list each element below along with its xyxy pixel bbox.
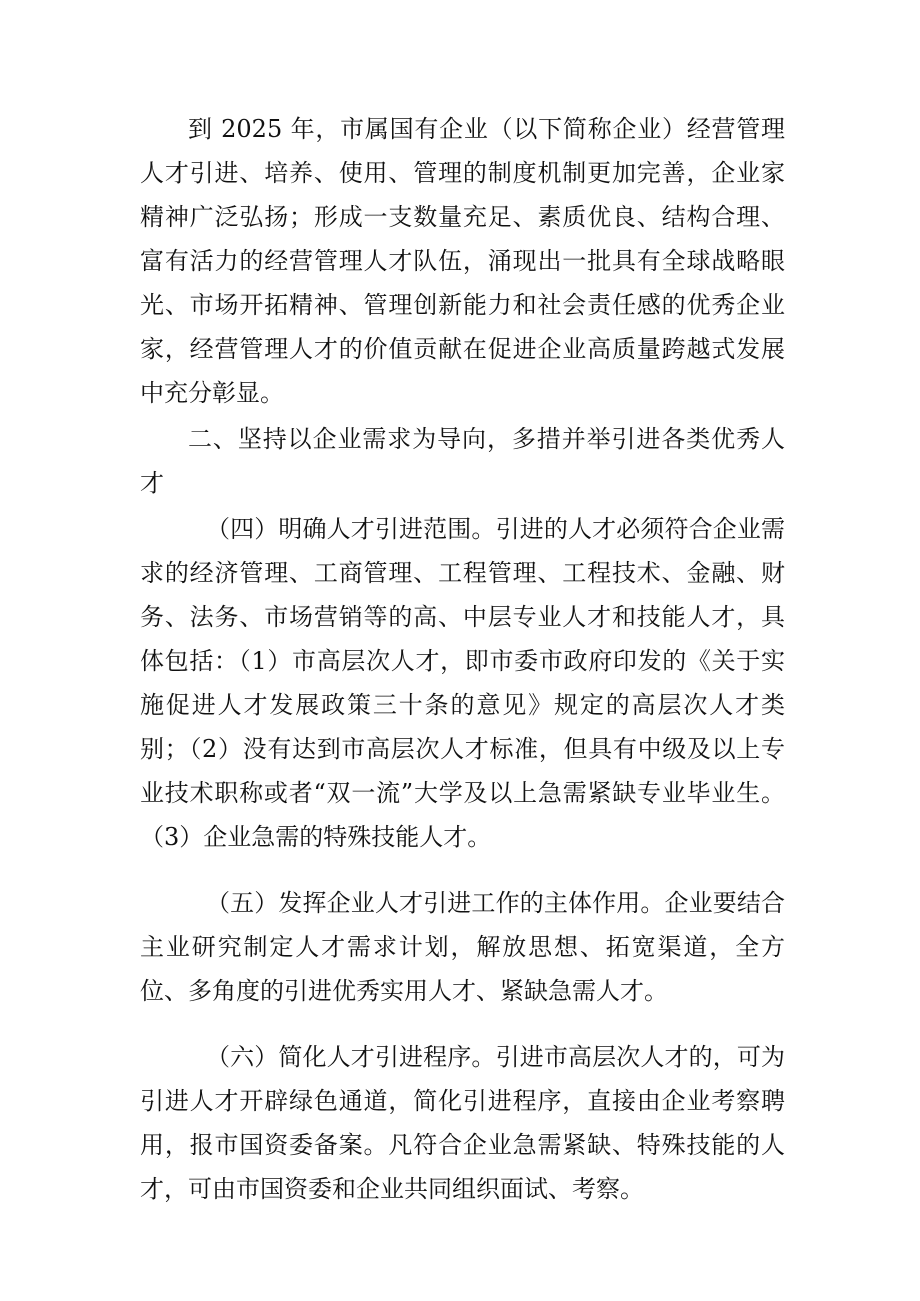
paragraph-goal-2025: 到 2025 年，市属国有企业（以下简称企业）经营管理人才引进、培养、使用、管理的制度机制更加完善，企业家精神广泛弘扬；形成一支数量充足、素质优良、结构合理、富有活力的经营管理人才队伍，涌现出一批具有全球战略眼光、市场开拓精神、管理创新能力和社会责任感的优秀企业家，经营管理人才的价值贡献在促进企业高质量跨越式发展中充分彰显。 (140, 115, 785, 407)
document-body (140, 107, 785, 1211)
paragraph-item-five: （五）发挥企业人才引进工作的主体作用。企业要结合主业研究制定人才需求计划，解放思想、拓宽渠道，全方位、多角度的引进优秀实用人才、紧缺急需人才。 (140, 889, 785, 1005)
paragraph-item-six: （六）简化人才引进程序。引进市高层次人才的，可为引进人才开辟绿色通道，简化引进程序，直接由企业考察聘用，报市国资委备案。凡符合企业急需紧缺、特殊技能的人才，可由市国资委和企业共同组织面试、考察。 (140, 1043, 785, 1203)
section-heading-two: 二、坚持以企业需求为导向，多措并举引进各类优秀人才 (140, 425, 785, 497)
paragraph-item-four: （四）明确人才引进范围。引进的人才必须符合企业需求的经济管理、工商管理、工程管理、工程技术、金融、财务、法务、市场营销等的高、中层专业人才和技能人才，具体包括：（1）市高层次人才，即市委市政府印发的《关于实施促进人才发展政策三十条的意见》规定的高层次人才类别；（2）没有达到市高层次人才标准，但具有中级及以上专业技术职称或者“双一流”大学及以上急需紧缺专业毕业生。（3）企业急需的特殊技能人才。 (140, 515, 785, 851)
